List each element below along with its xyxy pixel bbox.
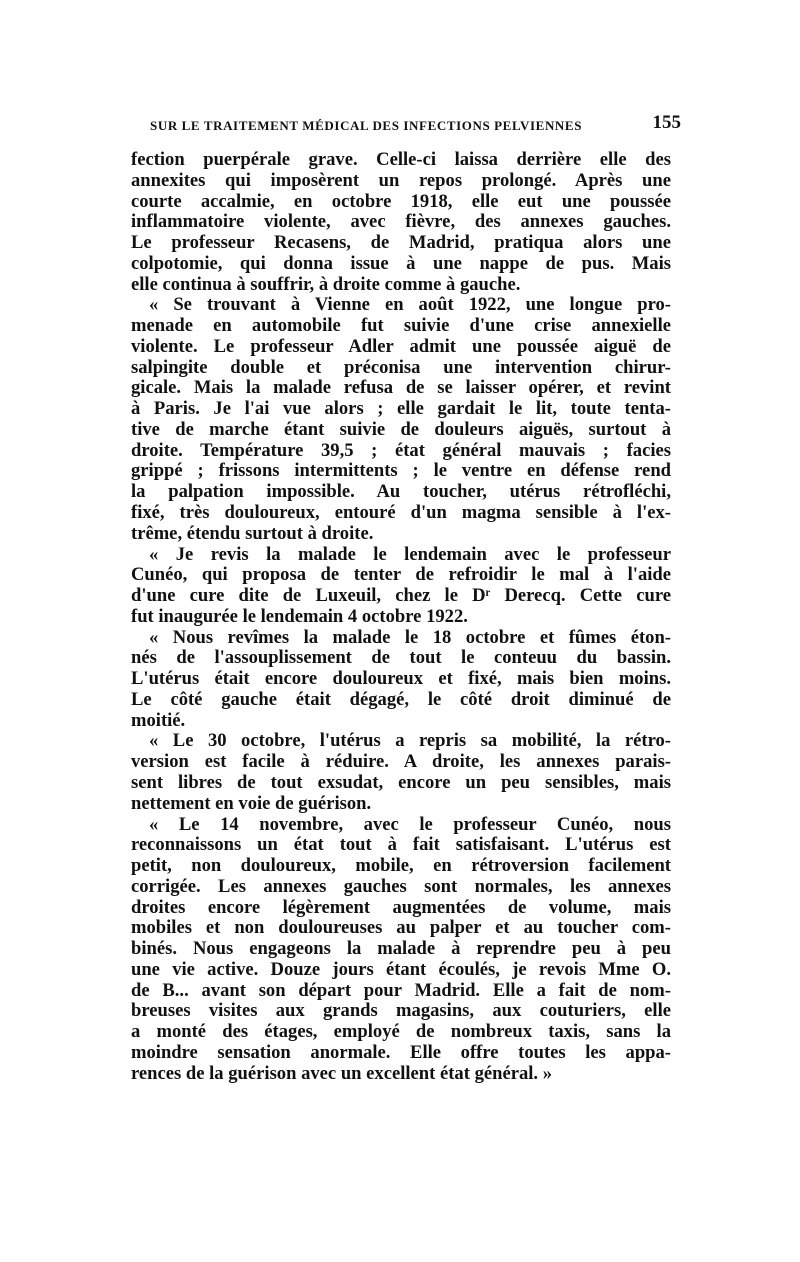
text-line: sent libres de tout exsudat, encore un peu sensibles, mais	[131, 771, 671, 793]
text-line: moindre sensation anormale. Elle offre toutes les appa-	[131, 1041, 671, 1063]
text-line: violente. Le professeur Adler admit une poussée aiguë de	[131, 335, 671, 357]
text-line: mobiles et non douloureuses au palper et au toucher com-	[131, 917, 671, 939]
paragraph	[131, 815, 671, 1085]
text-line: de B... avant son départ pour Madrid. Elle a fait de nom-	[131, 979, 671, 1001]
text-line: nés de l'assouplissement de tout le conteuu du bassin.	[131, 647, 671, 669]
text-line: Cunéo, qui proposa de tenter de refroidir le mal à l'aide	[131, 564, 671, 586]
text-line: binés. Nous engageons la malade à reprendre peu à peu	[131, 938, 671, 960]
text-line: la palpation impossible. Au toucher, utérus rétrofléchi,	[131, 481, 671, 503]
body-text	[131, 150, 671, 1084]
text-line: L'utérus était encore douloureux et fixé, mais bien moins.	[131, 668, 671, 690]
text-line: colpotomie, qui donna issue à une nappe de pus. Mais	[131, 252, 671, 274]
text-line: salpingite double et préconisa une intervention chirur-	[131, 356, 671, 378]
text-line: nettement en voie de guérison.	[131, 792, 372, 814]
text-line: annexites qui imposèrent un repos prolongé. Après une	[131, 169, 671, 191]
paragraph	[131, 150, 671, 295]
text-line: fection puerpérale grave. Celle-ci laissa derrière elle des	[131, 149, 671, 170]
running-head	[150, 112, 690, 142]
paragraph	[131, 731, 671, 814]
page-number: 155	[652, 112, 681, 133]
text-line: « Se trouvant à Vienne en août 1922, une longue pro-	[149, 294, 671, 316]
text-line: fixé, très douloureux, entouré d'un magma sensible à l'ex-	[131, 502, 671, 524]
text-line: gicale. Mais la malade refusa de se laisser opérer, et revint	[131, 377, 671, 399]
text-line: petit, non douloureux, mobile, en rétroversion facilement	[131, 855, 671, 877]
text-line: droites encore légèrement augmentées de volume, mais	[131, 896, 671, 918]
paragraph	[131, 628, 671, 732]
text-line: inflammatoire violente, avec fièvre, des annexes gauches.	[131, 211, 671, 233]
text-line: droite. Température 39,5 ; état général mauvais ; facies	[131, 439, 671, 461]
text-line: menade en automobile fut suivie d'une crise annexielle	[131, 315, 671, 337]
paragraph	[131, 295, 671, 544]
text-line: corrigée. Les annexes gauches sont normales, les annexes	[131, 875, 671, 897]
text-line: courte accalmie, en octobre 1918, elle eut une poussée	[131, 190, 671, 212]
text-line: Le professeur Recasens, de Madrid, pratiqua alors une	[131, 232, 671, 254]
text-line: Le côté gauche était dégagé, le côté droit diminué de	[131, 688, 671, 710]
text-line: « Le 14 novembre, avec le professeur Cunéo, nous	[149, 813, 671, 835]
text-line: elle continua à souffrir, à droite comme à gauche.	[131, 273, 521, 295]
text-line: d'une cure dite de Luxeuil, chez le Dʳ Derecq. Cette cure	[131, 585, 671, 607]
text-line: « Je revis la malade le lendemain avec le professeur	[149, 543, 671, 565]
text-line: trême, étendu surtout à droite.	[131, 522, 374, 544]
text-line: a monté des étages, employé de nombreux taxis, sans la	[131, 1021, 671, 1043]
text-line: une vie active. Douze jours étant écoulés, je revois Mme O.	[131, 958, 671, 980]
text-line: à Paris. Je l'ai vue alors ; elle gardait le lit, toute tenta-	[131, 398, 671, 420]
text-line: reconnaissons un état tout à fait satisfaisant. L'utérus est	[131, 834, 671, 856]
text-line: version est facile à réduire. A droite, les annexes parais-	[131, 751, 671, 773]
text-line: moitié.	[131, 709, 186, 731]
text-line: fut inaugurée le lendemain 4 octobre 1922.	[131, 605, 468, 627]
running-title: SUR LE TRAITEMENT MÉDICAL DES INFECTIONS PELVIENNES	[150, 118, 583, 133]
text-line: « Nous revîmes la malade le 18 octobre et fûmes éton-	[149, 626, 671, 648]
paragraph	[131, 545, 671, 628]
text-line: grippé ; frissons intermittents ; le ventre en défense rend	[131, 460, 671, 482]
text-line: tive de marche étant suivie de douleurs aiguës, surtout à	[131, 418, 671, 440]
text-line: « Le 30 octobre, l'utérus a repris sa mobilité, la rétro-	[149, 730, 671, 752]
text-line: breuses visites aux grands magasins, aux couturiers, elle	[131, 1000, 671, 1022]
text-line: rences de la guérison avec un excellent état général. »	[131, 1062, 553, 1084]
